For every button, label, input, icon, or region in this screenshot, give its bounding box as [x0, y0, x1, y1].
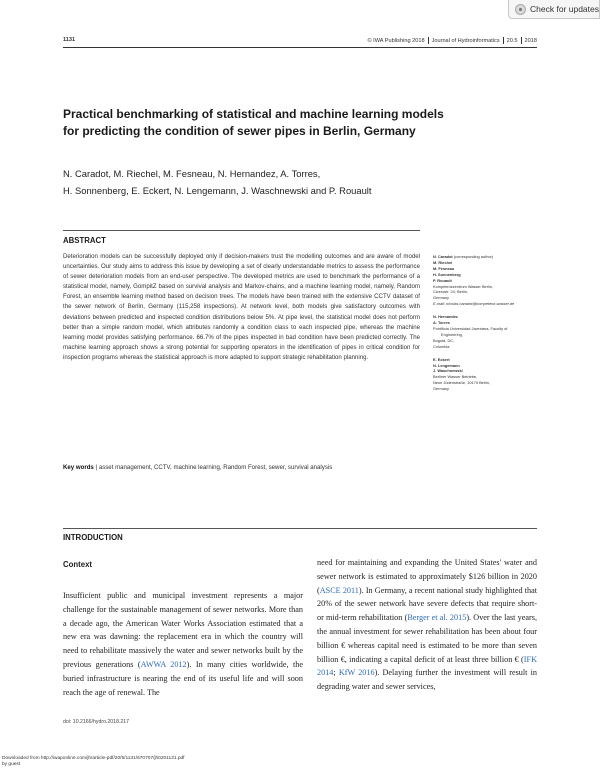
affiliation-author: N. Hernandez [433, 314, 458, 320]
body-text: ). Delaying further the investment will result in degrading water and sewer services, [317, 668, 537, 692]
header-rule [63, 47, 537, 48]
body-column-right [317, 556, 537, 694]
affiliation-group-1 [433, 254, 538, 307]
affiliation-author: H. Sonnenberg [433, 271, 461, 277]
affiliation-address: Colombia [433, 343, 450, 349]
header-separator [521, 37, 522, 44]
affiliations [433, 254, 538, 399]
corresponding-note: (corresponding author) [453, 254, 494, 259]
affiliation-address: Bogotá, DC, [433, 337, 455, 343]
body-text: Insufficient public and municipal investment represents a major challenge for the sustainable management of sewer networks. More than a decade ago, the American Water Works Association estimated that a new era was dawning: the replacement era in which the country will need to rehabilitate massively the water and sewer networks built by the previous generations ( [63, 591, 303, 669]
affiliation-author: E. Eckert [433, 356, 450, 362]
affiliation-author: A. Torres [433, 320, 450, 326]
introduction-heading: INTRODUCTION [63, 533, 123, 542]
citation-link[interactable]: ASCE 2011 [319, 585, 359, 595]
download-guest-line: by guest [2, 762, 21, 767]
abstract-rule [63, 230, 420, 231]
citation-link[interactable]: AWWA 2012 [140, 659, 187, 669]
keywords-list: asset management, CCTV, machine learning, Random Forest, sewer, survival analysis [98, 464, 333, 471]
page-number: 1131 [63, 37, 76, 43]
body-text: need for maintaining and expanding the United States' water and sewer network is estimated to approximately $126 billion in 2020 ( [317, 558, 537, 595]
body-column-left [63, 589, 303, 699]
keywords [63, 464, 420, 471]
citation-link[interactable]: IFK 2014 [317, 654, 537, 678]
affiliation-address: Neue Jüdenstraße, 10179 Berlin, [433, 380, 491, 386]
body-text: ). In Germany, a recent national study highlighted that 20% of the sewer network have severe defects that require short- or mid-term rehabilitation ( [317, 585, 537, 623]
update-check-icon [515, 4, 526, 15]
affiliation-address: Berliner Wasser Betriebe, [433, 374, 478, 380]
volume: 20.5 [506, 37, 518, 44]
body-text: ). In many cities worldwide, the buried infrastructure is nearing the end of its useful life and will soon reach the age of renewal. The [63, 659, 304, 697]
abstract-heading: ABSTRACT [63, 236, 106, 245]
body-text: ; [333, 668, 339, 678]
citation-link[interactable]: Berger et al. 2015 [407, 613, 467, 623]
keywords-separator: | [95, 464, 99, 471]
download-source-line: Downloaded from http://iwaponline.com/jh/article-pdf/20/5/1131/670707/jh0201131.pdf [2, 756, 185, 761]
affiliation-author: N. Caradot [433, 254, 453, 259]
check-for-updates-button[interactable] [508, 0, 600, 19]
citation-link[interactable]: KfW 2016 [338, 668, 375, 678]
article-title: Practical benchmarking of statistical and machine learning models for predicting the condition of sewer pipes in Berlin, Germany [63, 107, 444, 138]
abstract-text: Deterioration models can be successfully deployed only if decision-makers trust the modelling outcomes and are aware of model uncertainties. Our study aims to address this issue by developing a set of clearly understandable metrics to assess the performance of sewer deterioration models from an end-user perspective. The developed metrics are used to benchmark the performance of a statistical model, namely, GompitZ based on survival analysis and Markov-chains, and a machine learning model, namely, Random Forest, an ensemble learning method based on decision trees. The models have been trained with the extensive CCTV dataset of the sewer network of Berlin, Germany (115,258 inspections). At network level, both models give satisfactory outcomes with deviations between predicted and inspected condition distributions below 5%. At pipe level, the statistical model does not perform better than a simple random model, which attributes randomly a condition class to each inspected pipe, whereas the machine learning model provides satisfying performance. 66.7% of the pipes inspected in bad condition have been predicted correctly. The machine learning approach shows a strong potential for supporting operators in the identification of pipes in critical condition for inspection programs whereas the statistical approach is more adapted to support strategic rehabilitation planning. [63, 253, 420, 361]
keywords-label: Key words [63, 464, 94, 471]
affiliation-address: Engineering, [441, 331, 463, 337]
affiliation-group-3 [433, 357, 538, 392]
running-header [63, 36, 537, 47]
download-footer [2, 756, 185, 768]
affiliation-author: P. Rouault [433, 277, 452, 283]
copyright: © IWA Publishing 2018 [367, 37, 425, 44]
introduction-rule [63, 528, 537, 529]
affiliation-group-2 [433, 314, 538, 349]
affiliation-author: J. Waschnewski [433, 368, 463, 374]
affiliation-address: Kompetenzzentrum Wasser Berlin, [433, 283, 493, 289]
authors-line-1: N. Caradot, M. Riechel, M. Fesneau, N. Hernandez, A. Torres, [63, 168, 321, 179]
year: 2018 [524, 37, 537, 44]
corresponding-email[interactable]: E-mail: nicolas.caradot@kompetenz-wasser.de [433, 301, 515, 307]
journal-name: Journal of Hydroinformatics [431, 37, 500, 44]
context-subheading: Context [63, 560, 93, 569]
affiliation-address: Cicerostr. 24, Berlin, [433, 289, 469, 295]
doi[interactable]: doi: 10.2166/hydro.2018.217 [63, 719, 130, 725]
body-text: ). Over the last years, the annual investment for sewer rehabilitation has been about four billion € whereas capital need is estimated to be more than seven billion €, indicating a capital deficit of at least three billion € ( [317, 613, 537, 664]
affiliation-address: Germany [433, 386, 449, 392]
check-for-updates-label: Check for updates [530, 4, 599, 14]
authors-line-2: H. Sonnenberg, E. Eckert, N. Lengemann, J. Waschnewski and P. Rouault [63, 185, 372, 196]
author-list [63, 165, 463, 199]
affiliation-author: M. Fesneau [433, 265, 455, 271]
affiliation-address: Pontificia Universidad Javeriana, Faculty of [433, 325, 508, 331]
affiliation-author: N. Lengemann [433, 362, 460, 368]
header-separator [428, 37, 429, 44]
header-separator [503, 37, 504, 44]
affiliation-author: M. Riechel [433, 259, 453, 265]
affiliation-address: Germany [433, 295, 449, 301]
